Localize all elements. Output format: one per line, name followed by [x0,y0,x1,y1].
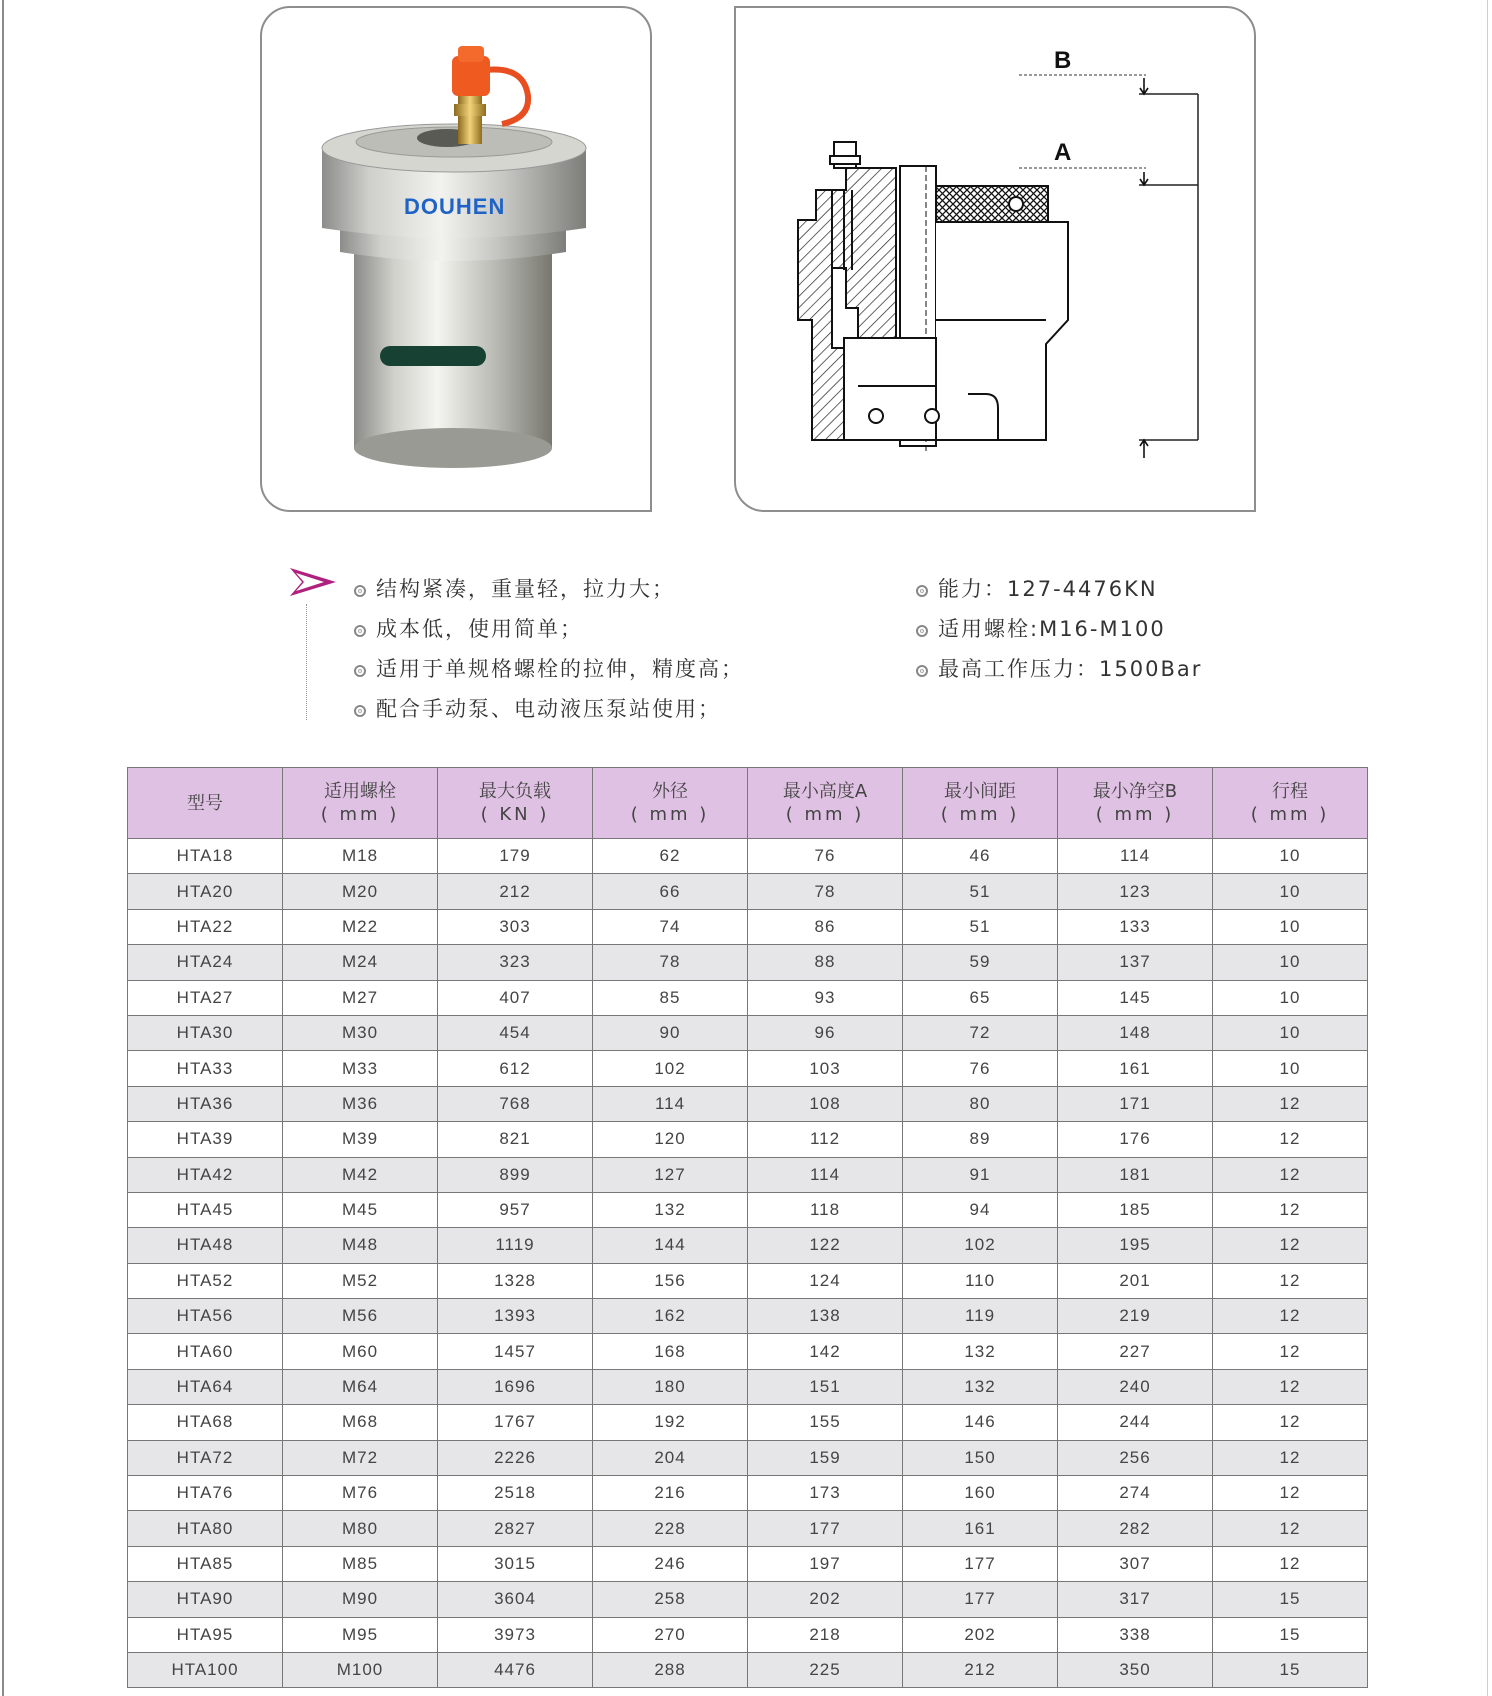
table-cell: 197 [748,1546,903,1581]
table-cell: 74 [593,909,748,944]
column-header: 最大负载 ( KN ) [438,768,593,839]
dimension-label-a: A [1054,139,1072,166]
table-cell: 10 [1213,874,1368,909]
table-cell: 212 [438,874,593,909]
table-cell: 12 [1213,1263,1368,1298]
table-row [128,1582,1368,1617]
table-cell: 72 [903,1015,1058,1050]
column-header: 行程 ( mm ) [1213,768,1368,839]
table-cell: 120 [593,1122,748,1157]
table-cell: 12 [1213,1157,1368,1192]
dotted-guide-line [306,604,307,720]
table-cell: 89 [903,1122,1058,1157]
table-cell: 274 [1058,1476,1213,1511]
table-cell: 160 [903,1476,1058,1511]
table-cell: 1696 [438,1369,593,1404]
feature-item [354,615,583,643]
table-row [128,1228,1368,1263]
table-cell: 180 [593,1369,748,1404]
table-cell: 202 [903,1617,1058,1652]
table-cell: 148 [1058,1015,1213,1050]
table-cell: 338 [1058,1617,1213,1652]
table-row [128,1476,1368,1511]
table-cell: 144 [593,1228,748,1263]
table-cell: 159 [748,1440,903,1475]
table-cell: 90 [593,1015,748,1050]
table-cell: HTA95 [128,1617,283,1652]
table-cell: 307 [1058,1546,1213,1581]
table-cell: 132 [903,1369,1058,1404]
table-cell: 12 [1213,1086,1368,1121]
table-cell: 256 [1058,1440,1213,1475]
table-cell: 12 [1213,1511,1368,1546]
table-row [128,1652,1368,1687]
table-cell: M80 [283,1511,438,1546]
table-cell: 303 [438,909,593,944]
table-cell: 454 [438,1015,593,1050]
spec-item [916,655,1202,683]
table-cell: M18 [283,839,438,874]
table-cell: M30 [283,1015,438,1050]
table-cell: HTA72 [128,1440,283,1475]
table-cell: 94 [903,1192,1058,1227]
table-cell: 146 [903,1405,1058,1440]
bullet-icon [354,705,366,717]
table-cell: 244 [1058,1405,1213,1440]
table-cell: 10 [1213,980,1368,1015]
table-row [128,1263,1368,1298]
table-cell: 204 [593,1440,748,1475]
table-cell: HTA42 [128,1157,283,1192]
table-cell: 114 [593,1086,748,1121]
table-cell: 102 [593,1051,748,1086]
table-cell: HTA39 [128,1122,283,1157]
table-cell: 957 [438,1192,593,1227]
table-cell: 65 [903,980,1058,1015]
table-cell: 118 [748,1192,903,1227]
table-cell: HTA48 [128,1228,283,1263]
spec-text: 适用螺栓:M16-M100 [938,617,1166,641]
table-cell: 80 [903,1086,1058,1121]
table-cell: 86 [748,909,903,944]
table-cell: 10 [1213,1015,1368,1050]
table-cell: HTA52 [128,1263,283,1298]
table-cell: M45 [283,1192,438,1227]
feature-text: 配合手动泵、电动液压泵站使用； [376,697,721,721]
table-cell: 317 [1058,1582,1213,1617]
table-cell: 282 [1058,1511,1213,1546]
table-cell: 85 [593,980,748,1015]
table-cell: 112 [748,1122,903,1157]
spec-item [916,575,1158,603]
table-cell: 12 [1213,1334,1368,1369]
table-cell: 192 [593,1405,748,1440]
table-cell: M27 [283,980,438,1015]
brand-logo: DOUHEN [404,194,506,219]
table-row [128,1015,1368,1050]
table-cell: 3015 [438,1546,593,1581]
table-cell: 1119 [438,1228,593,1263]
table-cell: 155 [748,1405,903,1440]
feature-item [354,575,675,603]
table-cell: 407 [438,980,593,1015]
table-cell: HTA80 [128,1511,283,1546]
table-cell: 138 [748,1299,903,1334]
table-cell: HTA30 [128,1015,283,1050]
table-cell: 93 [748,980,903,1015]
spec-item [916,615,1166,643]
table-cell: 114 [748,1157,903,1192]
table-cell: M64 [283,1369,438,1404]
table-cell: 270 [593,1617,748,1652]
table-cell: 132 [903,1334,1058,1369]
table-cell: 181 [1058,1157,1213,1192]
table-row [128,1051,1368,1086]
table-cell: 96 [748,1015,903,1050]
column-header: 最小间距 ( mm ) [903,768,1058,839]
feature-list [0,560,1492,730]
table-cell: 119 [903,1299,1058,1334]
table-cell: 62 [593,839,748,874]
table-cell: M22 [283,909,438,944]
table-cell: 122 [748,1228,903,1263]
table-cell: M39 [283,1122,438,1157]
table-row [128,909,1368,944]
table-cell: 150 [903,1440,1058,1475]
table-cell: HTA76 [128,1476,283,1511]
feature-text: 结构紧凑，重量轻，拉力大； [376,577,675,601]
column-header: 最小高度A ( mm ) [748,768,903,839]
table-header-row [128,768,1368,839]
column-header: 外径 ( mm ) [593,768,748,839]
feature-text: 适用于单规格螺栓的拉伸，精度高； [376,657,744,681]
bullet-icon [354,625,366,637]
table-cell: 768 [438,1086,593,1121]
table-cell: 51 [903,874,1058,909]
table-cell: HTA68 [128,1405,283,1440]
table-cell: 1767 [438,1405,593,1440]
table-cell: HTA100 [128,1652,283,1687]
table-cell: 1393 [438,1299,593,1334]
table-cell: 195 [1058,1228,1213,1263]
table-row [128,839,1368,874]
table-cell: 173 [748,1476,903,1511]
arrow-icon [288,566,338,598]
table-cell: 12 [1213,1122,1368,1157]
spec-table [127,767,1368,1688]
table-cell: 59 [903,945,1058,980]
table-cell: M60 [283,1334,438,1369]
table-row [128,1086,1368,1121]
table-cell: 2226 [438,1440,593,1475]
table-row [128,945,1368,980]
table-cell: 2827 [438,1511,593,1546]
table-row [128,980,1368,1015]
table-cell: 15 [1213,1617,1368,1652]
table-cell: 132 [593,1192,748,1227]
bullet-icon [916,625,928,637]
hydraulic-tensioner-photo [262,8,650,510]
page-left-border [2,0,4,1696]
table-cell: 127 [593,1157,748,1192]
table-cell: 821 [438,1122,593,1157]
table-cell: 76 [748,839,903,874]
table-cell: 177 [903,1582,1058,1617]
table-cell: 10 [1213,1051,1368,1086]
table-cell: 3604 [438,1582,593,1617]
table-cell: 899 [438,1157,593,1192]
table-cell: HTA64 [128,1369,283,1404]
table-cell: 219 [1058,1299,1213,1334]
table-cell: 2518 [438,1476,593,1511]
table-cell: 240 [1058,1369,1213,1404]
table-cell: 288 [593,1652,748,1687]
table-cell: HTA90 [128,1582,283,1617]
table-cell: 137 [1058,945,1213,980]
table-cell: 612 [438,1051,593,1086]
table-cell: 91 [903,1157,1058,1192]
table-cell: 177 [903,1546,1058,1581]
table-row [128,1405,1368,1440]
table-cell: M42 [283,1157,438,1192]
table-cell: 103 [748,1051,903,1086]
table-cell: 177 [748,1511,903,1546]
table-cell: M36 [283,1086,438,1121]
table-row [128,1122,1368,1157]
table-cell: 102 [903,1228,1058,1263]
table-cell: M90 [283,1582,438,1617]
table-cell: 10 [1213,945,1368,980]
table-cell: 46 [903,839,1058,874]
table-row [128,874,1368,909]
column-header: 型号 [128,768,283,839]
table-row [128,1299,1368,1334]
table-cell: HTA33 [128,1051,283,1086]
table-cell: HTA85 [128,1546,283,1581]
table-cell: 185 [1058,1192,1213,1227]
table-cell: HTA20 [128,874,283,909]
table-cell: 12 [1213,1405,1368,1440]
column-header: 适用螺栓 ( mm ) [283,768,438,839]
table-cell: 12 [1213,1299,1368,1334]
table-cell: M68 [283,1405,438,1440]
table-cell: 212 [903,1652,1058,1687]
table-cell: 162 [593,1299,748,1334]
table-cell: M20 [283,874,438,909]
table-cell: 258 [593,1582,748,1617]
spec-text: 能力：127-4476KN [938,577,1158,601]
table-cell: 12 [1213,1440,1368,1475]
product-photo-panel [260,6,652,512]
table-row [128,1157,1368,1192]
table-cell: 202 [748,1582,903,1617]
table-cell: 12 [1213,1369,1368,1404]
table-cell: HTA45 [128,1192,283,1227]
table-cell: 15 [1213,1652,1368,1687]
spec-text: 最高工作压力：1500Bar [938,657,1203,681]
table-cell: 78 [593,945,748,980]
table-cell: M24 [283,945,438,980]
table-cell: 218 [748,1617,903,1652]
table-cell: M85 [283,1546,438,1581]
table-cell: 201 [1058,1263,1213,1298]
table-row [128,1440,1368,1475]
table-cell: 108 [748,1086,903,1121]
table-cell: 10 [1213,909,1368,944]
table-cell: M95 [283,1617,438,1652]
table-row [128,1192,1368,1227]
page-right-border [1487,0,1488,1696]
column-header: 最小净空B ( mm ) [1058,768,1213,839]
table-row [128,1546,1368,1581]
dimension-label-b: B [1054,47,1072,74]
table-cell: 114 [1058,839,1213,874]
feature-item [354,655,744,683]
table-cell: 10 [1213,839,1368,874]
table-cell: 227 [1058,1334,1213,1369]
table-cell: 78 [748,874,903,909]
table-cell: 161 [903,1511,1058,1546]
table-body [128,839,1368,1688]
table-cell: 246 [593,1546,748,1581]
table-cell: 12 [1213,1476,1368,1511]
table-cell: HTA18 [128,839,283,874]
table-cell: 12 [1213,1228,1368,1263]
table-cell: 228 [593,1511,748,1546]
table-cell: M72 [283,1440,438,1475]
table-cell: 66 [593,874,748,909]
table-cell: HTA60 [128,1334,283,1369]
table-row [128,1617,1368,1652]
table-cell: M56 [283,1299,438,1334]
table-cell: HTA24 [128,945,283,980]
table-cell: 142 [748,1334,903,1369]
table-cell: 225 [748,1652,903,1687]
table-cell: M100 [283,1652,438,1687]
table-cell: M52 [283,1263,438,1298]
table-row [128,1369,1368,1404]
table-cell: 168 [593,1334,748,1369]
table-cell: 133 [1058,909,1213,944]
table-cell: M33 [283,1051,438,1086]
table-cell: 176 [1058,1122,1213,1157]
table-cell: HTA36 [128,1086,283,1121]
table-cell: 216 [593,1476,748,1511]
table-cell: 151 [748,1369,903,1404]
table-cell: M48 [283,1228,438,1263]
table-row [128,1334,1368,1369]
table-cell: 161 [1058,1051,1213,1086]
table-cell: 4476 [438,1652,593,1687]
table-cell: 1328 [438,1263,593,1298]
table-cell: 76 [903,1051,1058,1086]
table-cell: HTA22 [128,909,283,944]
table-cell: 3973 [438,1617,593,1652]
table-cell: 51 [903,909,1058,944]
table-cell: 12 [1213,1192,1368,1227]
bullet-icon [916,585,928,597]
cross-section-diagram [736,8,1254,510]
bullet-icon [354,665,366,677]
table-cell: 110 [903,1263,1058,1298]
table-cell: 179 [438,839,593,874]
table-cell: HTA27 [128,980,283,1015]
table-cell: 88 [748,945,903,980]
feature-text: 成本低，使用简单； [376,617,583,641]
bullet-icon [354,585,366,597]
cross-section-diagram-panel [734,6,1256,512]
table-cell: 350 [1058,1652,1213,1687]
table-cell: 124 [748,1263,903,1298]
table-cell: M76 [283,1476,438,1511]
table-cell: 145 [1058,980,1213,1015]
table-cell: 323 [438,945,593,980]
table-cell: 156 [593,1263,748,1298]
bullet-icon [916,665,928,677]
table-cell: HTA56 [128,1299,283,1334]
table-cell: 171 [1058,1086,1213,1121]
table-cell: 123 [1058,874,1213,909]
feature-item [354,695,721,723]
table-row [128,1511,1368,1546]
table-cell: 15 [1213,1582,1368,1617]
table-cell: 1457 [438,1334,593,1369]
table-cell: 12 [1213,1546,1368,1581]
